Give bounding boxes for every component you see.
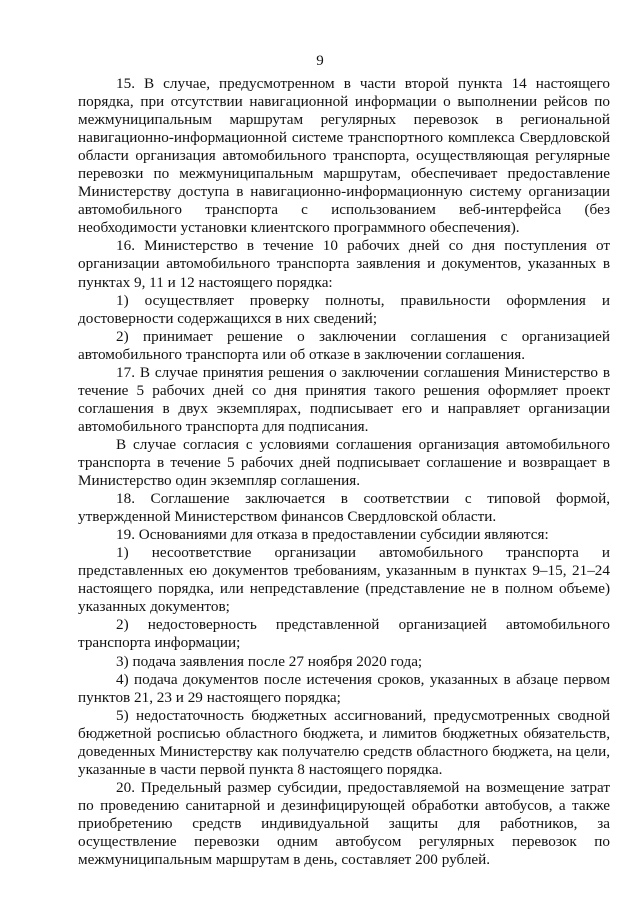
paragraph-19-item-3: 3) подача заявления после 27 ноября 2020 года; xyxy=(116,652,423,670)
paragraph-16-item-1: 1) осуществляет проверку полноты, правильности оформления и достоверности содержащихся в них сведений; xyxy=(78,291,610,327)
paragraph-17-part-2: В случае согласия с условиями соглашения организация автомобильного транспорта в течение 5 рабочих дней подписывает соглашение и возвращает в Министерство один экземпляр соглашения. xyxy=(78,435,610,490)
page-number: 9 xyxy=(316,53,324,69)
paragraph-20: 20. Предельный размер субсидии, предоставляемой на возмещение затрат по проведению санитарной и дезинфицирующей обработки автобусов, а также приобретению средств индивидуальной защиты для работников, за осуществление перевозки одним автобусом регулярных перевозок по межмуниципальным маршрутам в день, составляет 200 рублей. xyxy=(78,778,610,869)
paragraph-19-item-1: 1) несоответствие организации автомобильного транспорта и представленных ею документов требованиям, указанным в пунктах 9–15, 21–24 настоящего порядка, или непредставление (представление не в полном объеме) указанных документов; xyxy=(78,544,610,616)
paragraph-15: 15. В случае, предусмотренном в части второй пункта 14 настоящего порядка, при отсутствии навигационной информации о выполнении рейсов по межмуниципальным маршрутам регулярных перевозок в региональной навигационно-информационной системе транспортного комплекса Свердловской области организация автомобильного транспорта, осуществляющая регулярные перевозки по межмуниципальным маршрутам, обеспечивает предоставление Министерству доступа в навигационно-информационную систему организации автомобильного транспорта с использованием веб-интерфейса (без необходимости установки клиентского программного обеспечения). xyxy=(78,75,610,237)
paragraph-19-item-4: 4) подача документов после истечения сроков, указанных в абзаце первом пунктов 21, 23 и 29 настоящего порядка; xyxy=(78,670,610,706)
document-body xyxy=(78,75,610,869)
paragraph-16: 16. Министерство в течение 10 рабочих дней со дня поступления от организации автомобильного транспорта заявления и документов, указанных в пунктах 9, 11 и 12 настоящего порядка: xyxy=(78,237,610,291)
paragraph-18: 18. Соглашение заключается в соответствии с типовой формой, утвержденной Министерством финансов Свердловской области. xyxy=(78,490,610,526)
paragraph-17: 17. В случае принятия решения о заключении соглашения Министерство в течение 5 рабочих дней со дня принятия такого решения оформляет проект соглашения в двух экземплярах, подписывает его и направляет организации автомобильного транспорта для подписания. xyxy=(78,363,610,435)
paragraph-19-item-2: 2) недостоверность представленной организацией автомобильного транспорта информации; xyxy=(78,616,610,652)
paragraph-16-item-2: 2) принимает решение о заключении соглашения с организацией автомобильного транспорта или об отказе в заключении соглашения. xyxy=(78,327,610,363)
paragraph-19-item-5: 5) недостаточность бюджетных ассигнований, предусмотренных сводной бюджетной росписью областного бюджета, и лимитов бюджетных обязательств, доведенных Министерству как получателю средств областного бюджета, на цели, указанные в части первой пункта 8 настоящего порядка. xyxy=(78,706,610,778)
paragraph-19: 19. Основаниями для отказа в предоставлении субсидии являются: xyxy=(116,526,549,544)
